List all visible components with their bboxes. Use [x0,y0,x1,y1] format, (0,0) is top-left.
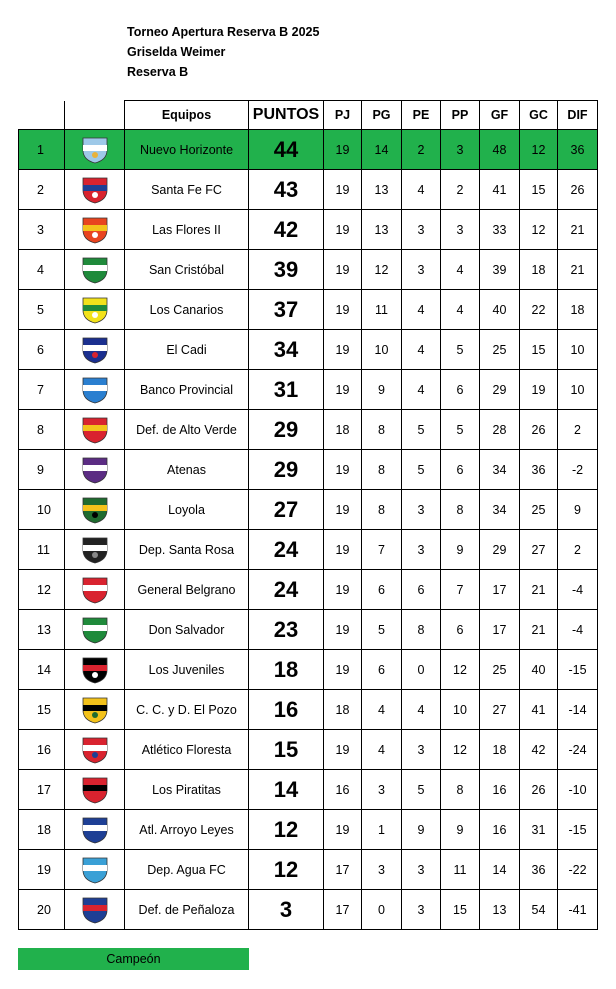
gf-cell: 25 [480,650,520,690]
santa-fe-fc-crest-icon [75,176,115,204]
position-cell: 5 [19,290,65,330]
points-cell: 15 [249,730,324,770]
team-name-cell: Los Juveniles [125,650,249,690]
dif-cell: -22 [558,850,598,890]
pj-cell: 19 [324,330,362,370]
banco-provincial-crest-icon [75,376,115,404]
header-gc: GC [520,101,558,130]
table-row [19,530,598,570]
pp-cell: 2 [441,170,480,210]
position-cell: 11 [19,530,65,570]
points-cell: 37 [249,290,324,330]
atenas-crest-icon [75,456,115,484]
pp-cell: 11 [441,850,480,890]
team-crest-cell [65,130,125,170]
points-cell: 12 [249,850,324,890]
position-cell: 19 [19,850,65,890]
pp-cell: 5 [441,410,480,450]
atletico-floresta-crest-icon [75,736,115,764]
pg-cell: 10 [362,330,402,370]
team-crest-cell [65,650,125,690]
las-flores-crest-icon [75,216,115,244]
gc-cell: 31 [520,810,558,850]
team-crest-cell [65,770,125,810]
table-row [19,370,598,410]
pe-cell: 4 [402,290,441,330]
gc-cell: 40 [520,650,558,690]
gf-cell: 34 [480,490,520,530]
gf-cell: 34 [480,450,520,490]
team-name-cell: Santa Fe FC [125,170,249,210]
points-cell: 39 [249,250,324,290]
pp-cell: 5 [441,330,480,370]
team-crest-cell [65,730,125,770]
team-crest-cell [65,610,125,650]
points-cell: 12 [249,810,324,850]
gf-cell: 28 [480,410,520,450]
team-crest-cell [65,330,125,370]
points-cell: 24 [249,570,324,610]
champion-legend: Campeón [18,948,249,970]
team-name-cell: El Cadi [125,330,249,370]
table-header-row [19,101,598,130]
loyola-crest-icon [75,496,115,524]
san-cristobal-crest-icon [75,256,115,284]
dif-cell: -14 [558,690,598,730]
header-dif: DIF [558,101,598,130]
pg-cell: 5 [362,610,402,650]
dif-cell: 10 [558,370,598,410]
pj-cell: 16 [324,770,362,810]
pp-cell: 3 [441,130,480,170]
gf-cell: 29 [480,530,520,570]
team-name-cell: General Belgrano [125,570,249,610]
pg-cell: 13 [362,210,402,250]
arroyo-leyes-crest-icon [75,816,115,844]
team-crest-cell [65,450,125,490]
standings-body [19,130,598,930]
position-cell: 10 [19,490,65,530]
pg-cell: 3 [362,850,402,890]
header-pe: PE [402,101,441,130]
position-cell: 13 [19,610,65,650]
header-team: Equipos [125,101,249,130]
gf-cell: 33 [480,210,520,250]
team-crest-cell [65,850,125,890]
table-row [19,170,598,210]
pp-cell: 9 [441,810,480,850]
points-cell: 42 [249,210,324,250]
pe-cell: 9 [402,810,441,850]
team-crest-cell [65,890,125,930]
el-cadi-crest-icon [75,336,115,364]
team-crest-cell [65,530,125,570]
pe-cell: 6 [402,570,441,610]
points-cell: 3 [249,890,324,930]
dif-cell: -10 [558,770,598,810]
pe-cell: 2 [402,130,441,170]
pe-cell: 3 [402,210,441,250]
pe-cell: 8 [402,610,441,650]
gc-cell: 26 [520,410,558,450]
pe-cell: 3 [402,890,441,930]
tournament-title: Torneo Apertura Reserva B 2025 [127,25,320,39]
los-canarios-crest-icon [75,296,115,324]
points-cell: 29 [249,450,324,490]
pp-cell: 10 [441,690,480,730]
pg-cell: 6 [362,650,402,690]
gf-cell: 40 [480,290,520,330]
pe-cell: 0 [402,650,441,690]
pj-cell: 18 [324,690,362,730]
table-row [19,410,598,450]
table-row [19,330,598,370]
position-cell: 3 [19,210,65,250]
pj-cell: 19 [324,290,362,330]
pj-cell: 19 [324,610,362,650]
division-name: Reserva B [127,65,189,79]
header-blank-pos [19,101,65,130]
dif-cell: -15 [558,810,598,850]
table-row [19,810,598,850]
table-row [19,290,598,330]
gc-cell: 12 [520,130,558,170]
pp-cell: 9 [441,530,480,570]
pe-cell: 3 [402,850,441,890]
gf-cell: 14 [480,850,520,890]
dif-cell: 21 [558,250,598,290]
pg-cell: 7 [362,530,402,570]
pg-cell: 1 [362,810,402,850]
dif-cell: 10 [558,330,598,370]
position-cell: 8 [19,410,65,450]
position-cell: 7 [19,370,65,410]
dif-cell: 36 [558,130,598,170]
points-cell: 34 [249,330,324,370]
position-cell: 16 [19,730,65,770]
team-name-cell: Atenas [125,450,249,490]
dif-cell: 2 [558,410,598,450]
team-crest-cell [65,570,125,610]
pj-cell: 19 [324,370,362,410]
pj-cell: 19 [324,810,362,850]
pe-cell: 5 [402,410,441,450]
team-name-cell: Def. de Peñaloza [125,890,249,930]
dif-cell: -4 [558,610,598,650]
pg-cell: 4 [362,690,402,730]
dif-cell: -2 [558,450,598,490]
pe-cell: 3 [402,530,441,570]
gc-cell: 27 [520,530,558,570]
pj-cell: 19 [324,530,362,570]
team-name-cell: Atlético Floresta [125,730,249,770]
points-cell: 18 [249,650,324,690]
position-cell: 6 [19,330,65,370]
dif-cell: 26 [558,170,598,210]
points-cell: 43 [249,170,324,210]
header-pp: PP [441,101,480,130]
header-pg: PG [362,101,402,130]
gf-cell: 27 [480,690,520,730]
dif-cell: 9 [558,490,598,530]
dif-cell: 2 [558,530,598,570]
team-crest-cell [65,810,125,850]
header-pj: PJ [324,101,362,130]
team-name-cell: Dep. Agua FC [125,850,249,890]
pj-cell: 19 [324,450,362,490]
points-cell: 14 [249,770,324,810]
pj-cell: 18 [324,410,362,450]
dif-cell: -4 [558,570,598,610]
team-name-cell: Banco Provincial [125,370,249,410]
pg-cell: 8 [362,410,402,450]
organizer-name: Griselda Weimer [127,45,226,59]
pp-cell: 3 [441,210,480,250]
dif-cell: -41 [558,890,598,930]
pp-cell: 15 [441,890,480,930]
pg-cell: 14 [362,130,402,170]
pg-cell: 8 [362,450,402,490]
team-name-cell: San Cristóbal [125,250,249,290]
los-piratitas-crest-icon [75,776,115,804]
team-name-cell: Los Canarios [125,290,249,330]
team-name-cell: Loyola [125,490,249,530]
pg-cell: 11 [362,290,402,330]
pe-cell: 3 [402,730,441,770]
table-row [19,690,598,730]
position-cell: 9 [19,450,65,490]
gc-cell: 15 [520,330,558,370]
gf-cell: 39 [480,250,520,290]
don-salvador-crest-icon [75,616,115,644]
table-row [19,130,598,170]
gc-cell: 12 [520,210,558,250]
pg-cell: 4 [362,730,402,770]
pp-cell: 12 [441,730,480,770]
table-row [19,770,598,810]
pp-cell: 6 [441,370,480,410]
gc-cell: 21 [520,610,558,650]
team-name-cell: Don Salvador [125,610,249,650]
pj-cell: 19 [324,490,362,530]
pp-cell: 8 [441,490,480,530]
team-crest-cell [65,410,125,450]
position-cell: 1 [19,130,65,170]
pg-cell: 9 [362,370,402,410]
team-name-cell: C. C. y D. El Pozo [125,690,249,730]
position-cell: 4 [19,250,65,290]
table-row [19,250,598,290]
pj-cell: 19 [324,730,362,770]
gf-cell: 17 [480,610,520,650]
team-name-cell: Def. de Alto Verde [125,410,249,450]
pj-cell: 19 [324,250,362,290]
pe-cell: 3 [402,250,441,290]
table-row [19,210,598,250]
pg-cell: 0 [362,890,402,930]
table-row [19,650,598,690]
gc-cell: 25 [520,490,558,530]
points-cell: 27 [249,490,324,530]
header-blank-logo [65,101,125,130]
dif-cell: -15 [558,650,598,690]
pj-cell: 19 [324,130,362,170]
pg-cell: 13 [362,170,402,210]
gc-cell: 41 [520,690,558,730]
team-crest-cell [65,250,125,290]
penaloza-crest-icon [75,896,115,924]
team-crest-cell [65,210,125,250]
position-cell: 20 [19,890,65,930]
gf-cell: 18 [480,730,520,770]
gc-cell: 42 [520,730,558,770]
standings-table [18,100,598,930]
general-belgrano-crest-icon [75,576,115,604]
agua-fc-crest-icon [75,856,115,884]
team-crest-cell [65,170,125,210]
team-name-cell: Atl. Arroyo Leyes [125,810,249,850]
pj-cell: 17 [324,890,362,930]
gf-cell: 17 [480,570,520,610]
pp-cell: 6 [441,610,480,650]
santa-rosa-crest-icon [75,536,115,564]
team-name-cell: Las Flores II [125,210,249,250]
pp-cell: 4 [441,250,480,290]
points-cell: 31 [249,370,324,410]
team-crest-cell [65,370,125,410]
pg-cell: 12 [362,250,402,290]
table-row [19,610,598,650]
dif-cell: 18 [558,290,598,330]
header-gf: GF [480,101,520,130]
table-row [19,450,598,490]
nuevo-horizonte-crest-icon [75,136,115,164]
table-row [19,850,598,890]
gc-cell: 15 [520,170,558,210]
team-crest-cell [65,490,125,530]
pg-cell: 6 [362,570,402,610]
pe-cell: 5 [402,770,441,810]
pj-cell: 19 [324,170,362,210]
gf-cell: 16 [480,770,520,810]
position-cell: 17 [19,770,65,810]
position-cell: 14 [19,650,65,690]
pg-cell: 3 [362,770,402,810]
gc-cell: 36 [520,850,558,890]
pp-cell: 12 [441,650,480,690]
gc-cell: 19 [520,370,558,410]
points-cell: 23 [249,610,324,650]
dif-cell: -24 [558,730,598,770]
gc-cell: 26 [520,770,558,810]
pp-cell: 4 [441,290,480,330]
pe-cell: 5 [402,450,441,490]
gf-cell: 25 [480,330,520,370]
pp-cell: 7 [441,570,480,610]
gf-cell: 48 [480,130,520,170]
table-row [19,570,598,610]
pp-cell: 6 [441,450,480,490]
pg-cell: 8 [362,490,402,530]
gf-cell: 29 [480,370,520,410]
pj-cell: 19 [324,650,362,690]
team-name-cell: Nuevo Horizonte [125,130,249,170]
gc-cell: 54 [520,890,558,930]
pe-cell: 4 [402,690,441,730]
team-name-cell: Dep. Santa Rosa [125,530,249,570]
pp-cell: 8 [441,770,480,810]
team-crest-cell [65,690,125,730]
gc-cell: 22 [520,290,558,330]
pj-cell: 19 [324,210,362,250]
table-row [19,890,598,930]
pj-cell: 19 [324,570,362,610]
table-row [19,730,598,770]
gc-cell: 18 [520,250,558,290]
pe-cell: 4 [402,170,441,210]
position-cell: 12 [19,570,65,610]
alto-verde-crest-icon [75,416,115,444]
pe-cell: 3 [402,490,441,530]
points-cell: 29 [249,410,324,450]
position-cell: 15 [19,690,65,730]
dif-cell: 21 [558,210,598,250]
gf-cell: 16 [480,810,520,850]
gf-cell: 41 [480,170,520,210]
position-cell: 2 [19,170,65,210]
los-juveniles-crest-icon [75,656,115,684]
team-crest-cell [65,290,125,330]
gc-cell: 21 [520,570,558,610]
gc-cell: 36 [520,450,558,490]
points-cell: 24 [249,530,324,570]
el-pozo-crest-icon [75,696,115,724]
gf-cell: 13 [480,890,520,930]
points-cell: 16 [249,690,324,730]
header-points: PUNTOS [249,101,324,130]
table-row [19,490,598,530]
position-cell: 18 [19,810,65,850]
points-cell: 44 [249,130,324,170]
team-name-cell: Los Piratitas [125,770,249,810]
pe-cell: 4 [402,370,441,410]
pe-cell: 4 [402,330,441,370]
pj-cell: 17 [324,850,362,890]
